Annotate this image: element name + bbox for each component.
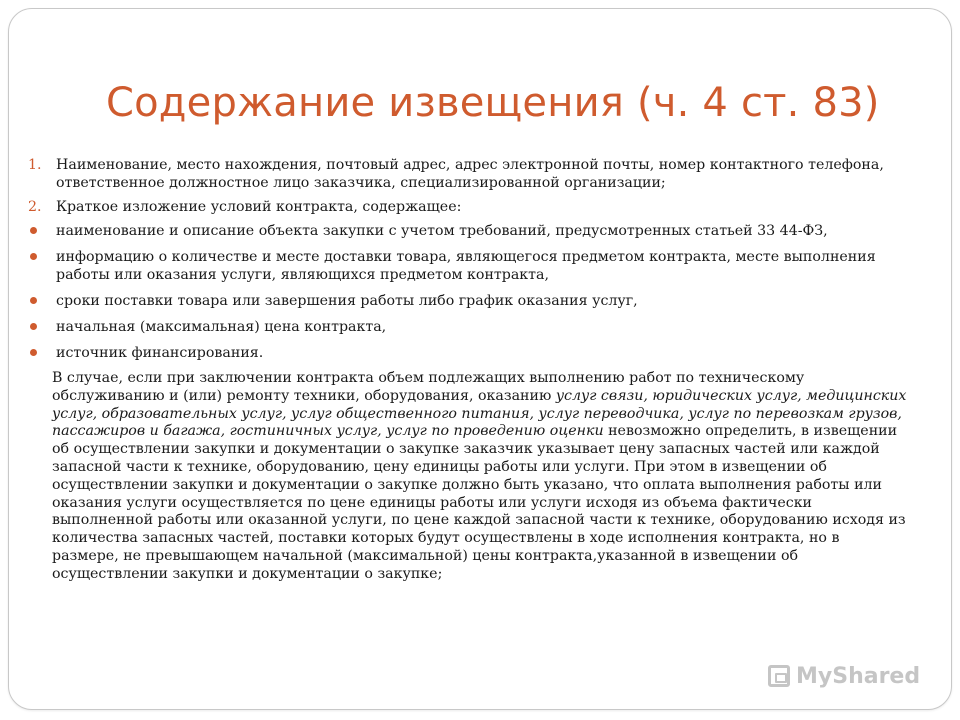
watermark-text: MyShared (796, 664, 921, 689)
bullet-text: наименование и описание объекта закупки с учетом требований, предусмотренных статьей 33 44-ФЗ, (56, 223, 828, 239)
slide-body (28, 156, 908, 584)
bullet-item (28, 292, 908, 310)
bullet-item (28, 318, 908, 336)
watermark-logo (768, 664, 920, 689)
bullet-text: источник финансирования. (56, 345, 264, 361)
slide-title: Содержание извещения (ч. 4 ст. 83) (106, 80, 880, 126)
list-item (28, 198, 908, 216)
presentation-icon (768, 665, 790, 687)
list-number: 2. (28, 199, 42, 215)
note-paragraph (28, 370, 908, 584)
bullet-icon (30, 227, 37, 234)
bullet-item (28, 248, 908, 284)
bullet-icon (30, 323, 37, 330)
bullet-text: сроки поставки товара или завершения работы либо график оказания услуг, (56, 293, 638, 309)
list-item-text: Наименование, место нахождения, почтовый адрес, адрес электронной почты, номер контактного телефона, ответственное должностное лицо заказчика, специализированной организации; (56, 157, 884, 191)
bullet-text: начальная (максимальная) цена контракта, (56, 319, 387, 335)
bullet-item (28, 222, 908, 240)
note-text-italic: услуг связи, юридических услуг, медицинских услуг, образовательных услуг, услуг общественного питания, услуг переводчика, услуг по перевозкам грузов, пассажиров и багажа, гостиничных услуг, услуг по проведению оценки (52, 387, 907, 440)
list-item (28, 156, 908, 192)
bullet-icon (30, 297, 37, 304)
bullet-icon (30, 349, 37, 356)
bullet-icon (30, 253, 37, 260)
bullet-text: информацию о количестве и месте доставки товара, являющегося предметом контракта, месте выполнения работы или оказания услуги, являющихся предметом контракта, (56, 249, 876, 283)
list-item-text: Краткое изложение условий контракта, содержащее: (56, 199, 462, 215)
list-number: 1. (28, 157, 42, 173)
note-text-start: В случае, если при заключении контракта объем подлежащих выполнению работ по техническому обслуживанию и (или) ремонту техники, оборудования, оказанию (52, 370, 805, 404)
bullet-item (28, 344, 908, 362)
note-text-end: невозможно определить, в извещении об осуществлении закупки и документации о закупке заказчик указывает цену запасных частей или каждой запасной части к технике, оборудованию, цену единицы работы или услуги. При этом в извещении об осуществлении закупки и документации о закупке должно быть указано, что оплата выполнения работы или оказания услуги осуществляется по цене единицы работы или услуги исходя из объема фактически выполненной работы или оказанной услуги, по цене каждой запасной части к технике, оборудованию исходя из количества запасных частей, поставки которых будут осуществлены в ходе исполнения контракта, но в размере, не превышающем начальной (максимальной) цены контракта,указанной в извещении об осуществлении закупки и документации о закупке; (52, 423, 906, 582)
